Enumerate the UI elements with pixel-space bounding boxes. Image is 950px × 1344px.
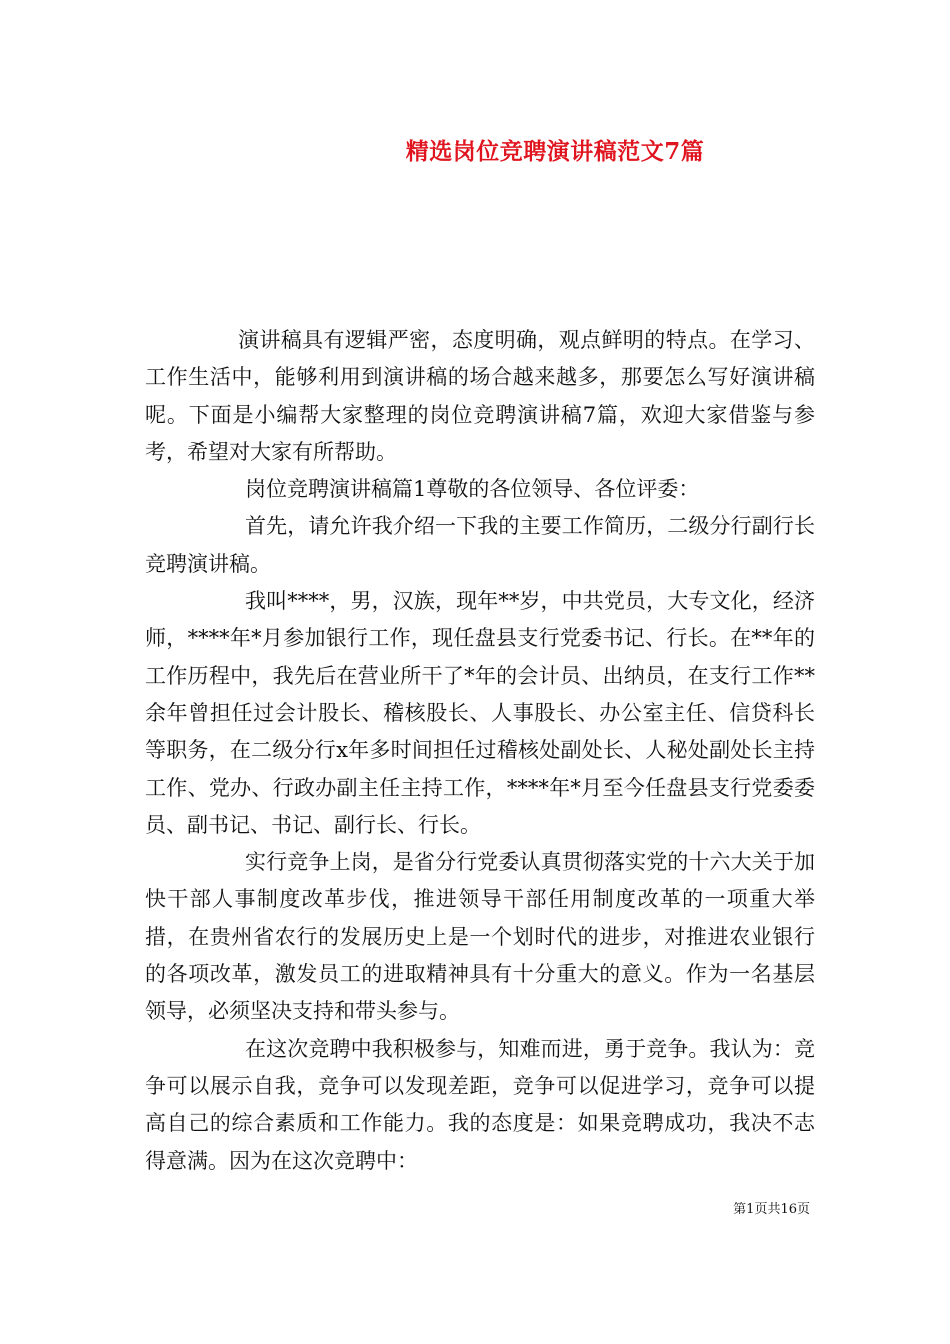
paragraph-attitude: 在这次竞聘中我积极参与，知难而进，勇于竞争。我认为：竞争可以展示自我，竞争可以发现差距，竞争可以促进学习，竞争可以提高自己的综合素质和工作能力。我的态度是：如果竞聘成功，我决不志得意满。因为在这次竞聘中： — [145, 1036, 815, 1173]
document-body — [145, 322, 815, 1180]
document-title: 精选岗位竞聘演讲稿范文7篇 — [405, 138, 705, 165]
paragraph-competition-significance: 实行竞争上岗，是省分行党委认真贯彻落实党的十六大关于加快干部人事制度改革步伐，推进领导干部任用制度改革的一项重大举措，在贵州省农行的发展历史上是一个划时代的进步，对推进农业银行的各项改革，激发员工的进取精神具有十分重大的意义。作为一名基层领导，必须坚决支持和带头参与。 — [145, 850, 815, 1024]
paragraph-intro: 演讲稿具有逻辑严密，态度明确，观点鲜明的特点。在学习、工作生活中，能够利用到演讲稿的场合越来越多，那要怎么写好演讲稿呢。下面是小编帮大家整理的岗位竞聘演讲稿7篇，欢迎大家借鉴与参考，希望对大家有所帮助。 — [145, 328, 815, 464]
paragraph-salutation: 岗位竞聘演讲稿篇1尊敬的各位领导、各位评委： — [245, 477, 700, 502]
page-number-footer: 第1页共16页 — [733, 1202, 810, 1217]
paragraph-resume-intro: 首先，请允许我介绍一下我的主要工作简历，二级分行副行长竞聘演讲稿。 — [145, 514, 815, 576]
paragraph-personal-profile: 我叫****，男，汉族，现年**岁，中共党员，大专文化，经济师，****年*月参加银行工作，现任盘县支行党委书记、行长。在**年的工作历程中，我先后在营业所干了*年的会计员、出纳员，在支行工作**余年曾担任过会计股长、稽核股长、人事股长、办公室主任、信贷科长等职务，在二级分行x年多时间担任过稽核处副处长、人秘处副处长主持工作、党办、行政办副主任主持工作，****年*月至今任盘县支行党委委员、副书记、书记、副行长、行长。 — [145, 589, 815, 837]
